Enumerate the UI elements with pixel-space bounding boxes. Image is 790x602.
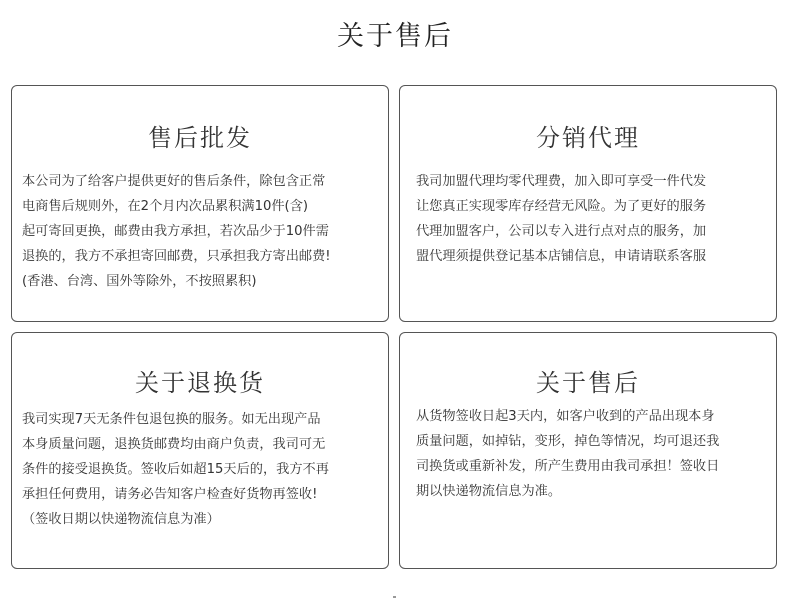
card-distribution-agency <box>399 85 777 322</box>
card-title: 关于售后 <box>536 369 640 397</box>
card-text-line: 承担任何费用，请务必告知客户检查好货物再签收! <box>22 487 318 502</box>
card-text-line: 质量问题，如掉钻，变形，掉色等情况，均可退还我 <box>416 434 720 449</box>
card-text-line: (香港、台湾、国外等除外，不按照累积) <box>22 274 257 289</box>
card-text-line: 退换的，我方不承担寄回邮费，只承担我方寄出邮费! <box>22 249 331 264</box>
card-text-line: 本公司为了给客户提供更好的售后条件，除包含正常 <box>22 174 326 189</box>
card-body <box>22 169 382 294</box>
card-title: 售后批发 <box>148 124 252 152</box>
card-text-line: 代理加盟客户，公司以专入进行点对点的服务，加 <box>416 224 707 239</box>
card-body <box>416 169 770 269</box>
page-title: 关于售后 <box>337 21 453 52</box>
card-text-line: （签收日期以快递物流信息为准） <box>22 512 220 527</box>
card-text-line: 盟代理须提供登记基本店铺信息，申请请联系客服 <box>416 249 707 264</box>
card-text-line: 期以快递物流信息为准。 <box>416 484 562 499</box>
card-title: 分销代理 <box>536 124 640 152</box>
card-after-sales <box>399 332 777 569</box>
card-text-line: 让您真正实现零库存经营无风险。为了更好的服务 <box>416 199 707 214</box>
card-body <box>416 404 770 504</box>
card-text-line: 从货物签收日起3天内，如客户收到的产品出现本身 <box>416 409 715 424</box>
card-body <box>22 407 382 532</box>
card-text-line: 我司加盟代理均零代理费，加入即可享受一件代发 <box>416 174 707 189</box>
card-returns-exchanges <box>11 332 389 569</box>
decorative-dot <box>393 596 396 598</box>
card-text-line: 司换货或重新补发，所产生费用由我司承担！签收日 <box>416 459 720 474</box>
card-text-line: 本身质量问题，退换货邮费均由商户负责，我司可无 <box>22 437 326 452</box>
card-title: 关于退换货 <box>135 369 265 397</box>
card-text-line: 电商售后规则外，在2个月内次品累积满10件(含) <box>22 199 309 214</box>
card-text-line: 起可寄回更换，邮费由我方承担，若次品少于10件需 <box>22 224 329 239</box>
card-text-line: 条件的接受退换货。签收后如超15天后的，我方不再 <box>22 462 329 477</box>
card-text-line: 我司实现7天无条件包退包换的服务。如无出现产品 <box>22 412 321 427</box>
card-wholesale-after-sales <box>11 85 389 322</box>
